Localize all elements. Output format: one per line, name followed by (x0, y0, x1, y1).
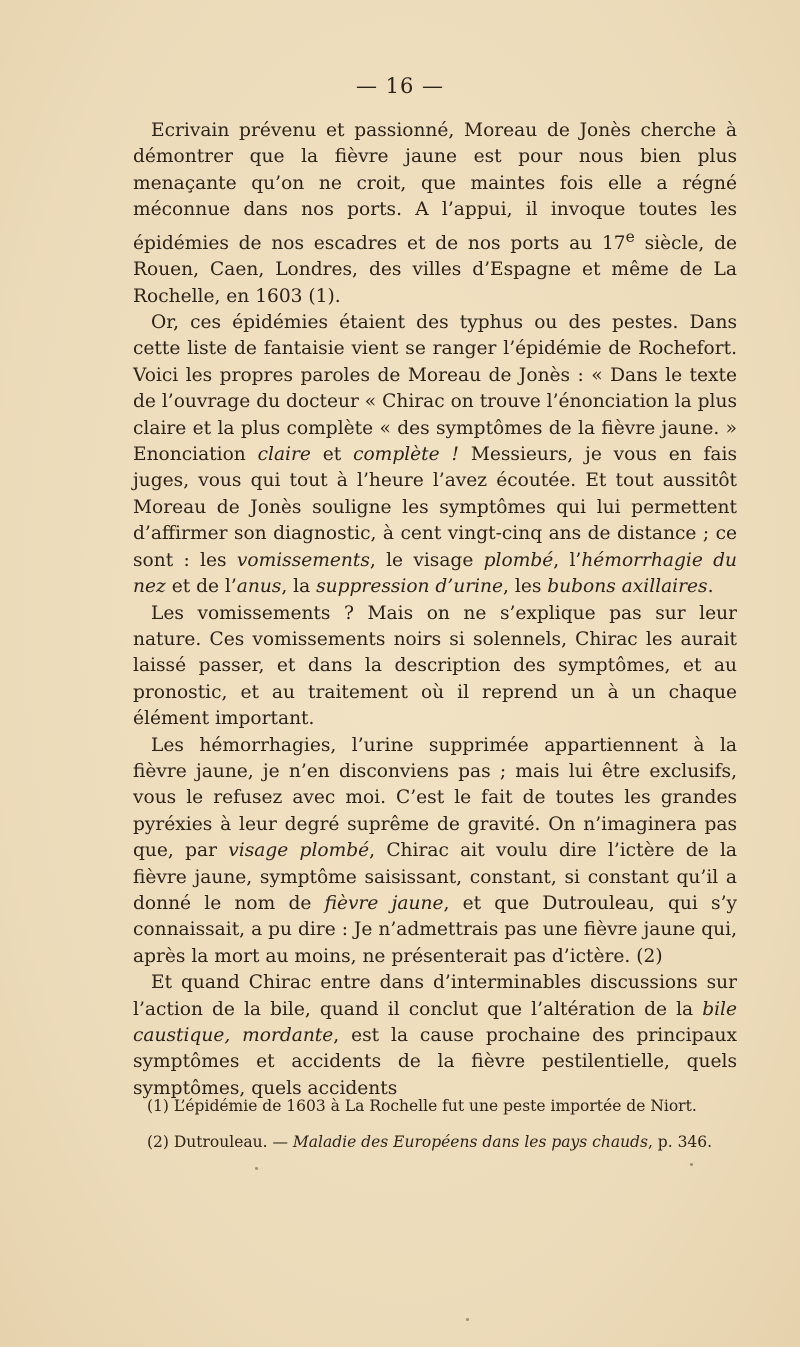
italic-text: suppression d’urine (316, 576, 504, 598)
text-run: , et que Dutrouleau, qui s’y connaissait, a pu dire : Je n’admettrais pas une fièvre jaune qui, après la mort au moins, ne présenterait pas d’ictère. (2) (133, 892, 737, 967)
paragraph-4 (133, 733, 737, 971)
footnotes (147, 1096, 737, 1168)
paragraph-5 (133, 970, 737, 1102)
italic-text: anus (236, 576, 282, 598)
text-run: , Chirac ait voulu dire l’ictère de la fièvre jaune, symptôme saisissant, constant, si constant qu’il a donné le nom de (133, 840, 737, 914)
paragraph-2 (133, 310, 737, 600)
text-run: (2) Dutrouleau. — (147, 1133, 293, 1151)
text-run: Et quand Chirac entre dans d’interminables discussions sur l’action de la bile, quand il conclut que l’altération de la (133, 972, 737, 1020)
page-number: — 16 — (355, 74, 445, 98)
text-run: et (310, 444, 354, 466)
text-run: , l’ (553, 549, 582, 571)
paper-speck (690, 1163, 693, 1166)
italic-text: plombé (483, 549, 554, 571)
footnote-1 (147, 1096, 737, 1116)
text-run: (1) L’épidémie de 1603 à La Rochelle fut une peste importée de Niort. (147, 1097, 697, 1115)
italic-text: bile caustique, mordante (133, 998, 737, 1046)
text-run: Messieurs, je vous en fais juges, vous qui tout à l’heure l’avez écoutée. Et tout aussitôt Moreau de Jonès souligne les symptômes qui lui permettent d’affirmer son diagnostic, à cent vingt-cinq ans de distance ; ce sont : les (133, 444, 738, 571)
paragraph-3 (133, 601, 737, 733)
text-run: , p. 346. (647, 1133, 713, 1151)
text-run: Les hémorrhagies, l’urine supprimée appartiennent à la fièvre jaune, je n’en disconviens pas ; mais lui être exclusifs, vous le refusez avec moi. C’est le fait de toutes les grandes pyréxies à leur degré suprême de gravité. On n’imaginera pas que, par (133, 734, 737, 862)
text-run: , la (281, 576, 317, 598)
italic-text: complète ! (353, 444, 459, 466)
text-run: siècle, de Rouen, Caen, Londres, des villes d’Espagne et même de La Rochelle, en 1603 (1). (133, 232, 738, 307)
paragraph-1 (133, 118, 737, 310)
body-text (133, 118, 737, 1102)
italic-text: Maladie des Européens dans les pays chauds (292, 1133, 648, 1151)
italic-text: visage plombé (228, 840, 370, 862)
italic-text: fièvre jaune (324, 892, 444, 914)
text-run: . (707, 576, 714, 598)
paper-speck (255, 1167, 258, 1170)
text-run: , les (503, 576, 548, 598)
text-run: Les vomissements ? Mais on ne s’explique pas sur leur nature. Ces vomissements noirs si solennels, Chirac les aurait laissé passer, et dans la description des symptômes, et au pronostic, et au traitement où il reprend un à un chaque élément important. (133, 602, 737, 730)
italic-text: hémorrhagie du nez (133, 549, 738, 598)
italic-text: claire (257, 444, 311, 466)
superscript: e (625, 227, 635, 246)
text-run: Or, ces épidémies étaient des typhus ou des pestes. Dans cette liste de fantaisie vient se ranger l’épidémie de Rochefort. Voici les propres paroles de Moreau de Jonès : « Dans le texte de l’ouvrage du docteur « Chirac on trouve l’énonciation la plus claire et la plus complète « des symptômes de la fièvre jaune. » Enonciation (133, 312, 737, 466)
text-run: Ecrivain prévenu et passionné, Moreau de Jonès cherche à démontrer que la fièvre jaune est pour nous bien plus menaçante qu’on ne croit, que maintes fois elle a régné méconnue dans nos ports. A l’appui, il invoque toutes les épidémies de nos escadres et de nos ports au 17 (133, 120, 737, 254)
italic-text: vomissements (236, 549, 370, 571)
italic-text: bubons axillaires (547, 576, 708, 598)
text-run: , le visage (369, 549, 484, 571)
footnote-2 (147, 1132, 737, 1152)
text-run: , est la cause prochaine des principaux symptômes et accidents de la fièvre pestilentielle, quels symptômes, quels accidents (133, 1025, 737, 1099)
paper-speck (466, 1318, 469, 1321)
text-run: et de l’ (165, 576, 237, 598)
